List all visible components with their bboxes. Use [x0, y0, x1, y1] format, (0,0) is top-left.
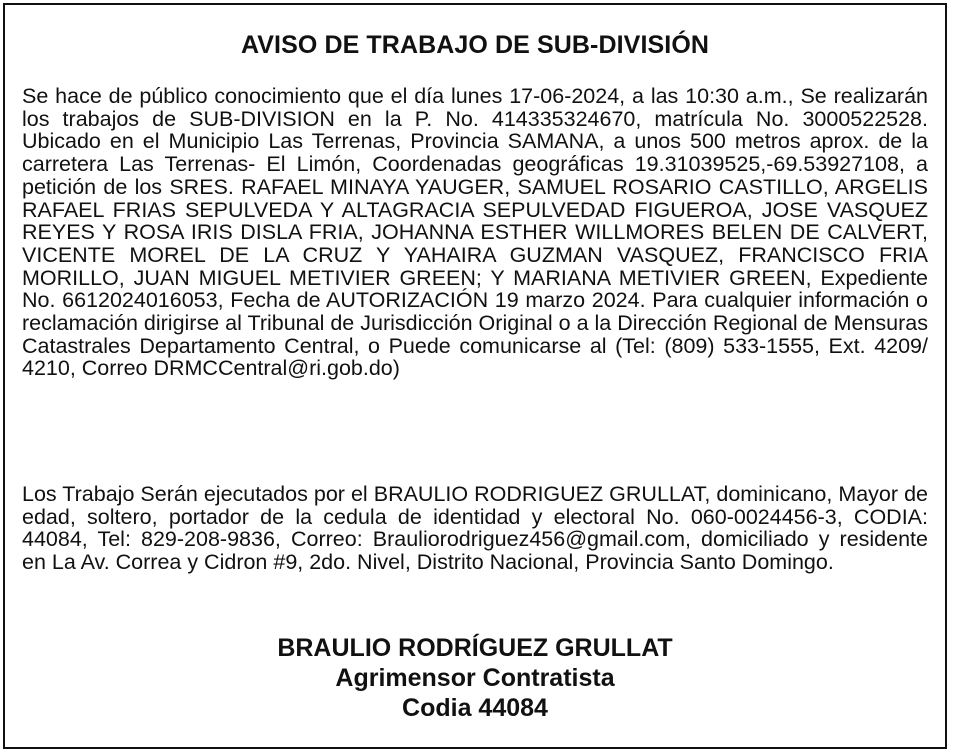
signature-name: BRAULIO RODRÍGUEZ GRULLAT [277, 634, 673, 662]
signature-block [5, 633, 945, 723]
notice-paragraph-details: Se hace de público conocimiento que el día lunes 17-06-2024, a las 10:30 a.m., Se realizarán los trabajos de SUB-DIVISION en la P. No. 414335324670, matrícula No. 3000522528. Ubicado en el Municipio Las Terrenas, Provincia SAMANA, a unos 500 metros aprox. de la carretera Las Terrenas- El Limón, Coordenadas geográficas 19.31039525,-69.53927108, a petición de los SRES. RAFAEL MINAYA YAUGER, SAMUEL ROSARIO CASTILLO, ARGELIS RAFAEL FRIAS SEPULVEDA Y ALTAGRACIA SEPULVEDAD FIGUEROA, JOSE VASQUEZ REYES Y ROSA IRIS DISLA FRIA, JOHANNA ESTHER WILLMORES BELEN DE CALVERT, VICENTE MOREL DE LA CRUZ Y YAHAIRA GUZMAN VASQUEZ, FRANCISCO FRIA MORILLO, JUAN MIGUEL METIVIER GREEN; Y MARIANA METIVIER GREEN, Expediente No. 6612024016053, Fecha de AUTORIZACIÓN 19 marzo 2024. Para cualquier información o reclamación dirigirse al Tribunal de Jurisdicción Original o a la Dirección Regional de Mensuras Catastrales Departamento Central, o Puede comunicarse al (Tel: (809) 533-1555, Ext. 4209/ 4210, Correo DRMCCentral@ri.gob.do) [22, 84, 928, 381]
signature-role: Agrimensor Contratista [335, 664, 615, 692]
notice-box [3, 3, 947, 749]
notice-paragraph-surveyor: Los Trabajo Serán ejecutados por el BRAULIO RODRIGUEZ GRULLAT, dominicano, Mayor de edad, soltero, portador de la cedula de identidad y electoral No. 060-0024456-3, CODIA: 44084, Tel: 829-208-9836, Correo: Brauliorodriguez456@gmail.com, domiciliado y residente en La Av. Correa y Cidron #9, 2do. Nivel, Distrito Nacional, Provincia Santo Domingo. [22, 482, 928, 575]
signature-codia: Codia 44084 [402, 694, 548, 722]
notice-title: AVISO DE TRABAJO DE SUB-DIVISIÓN [240, 31, 710, 59]
